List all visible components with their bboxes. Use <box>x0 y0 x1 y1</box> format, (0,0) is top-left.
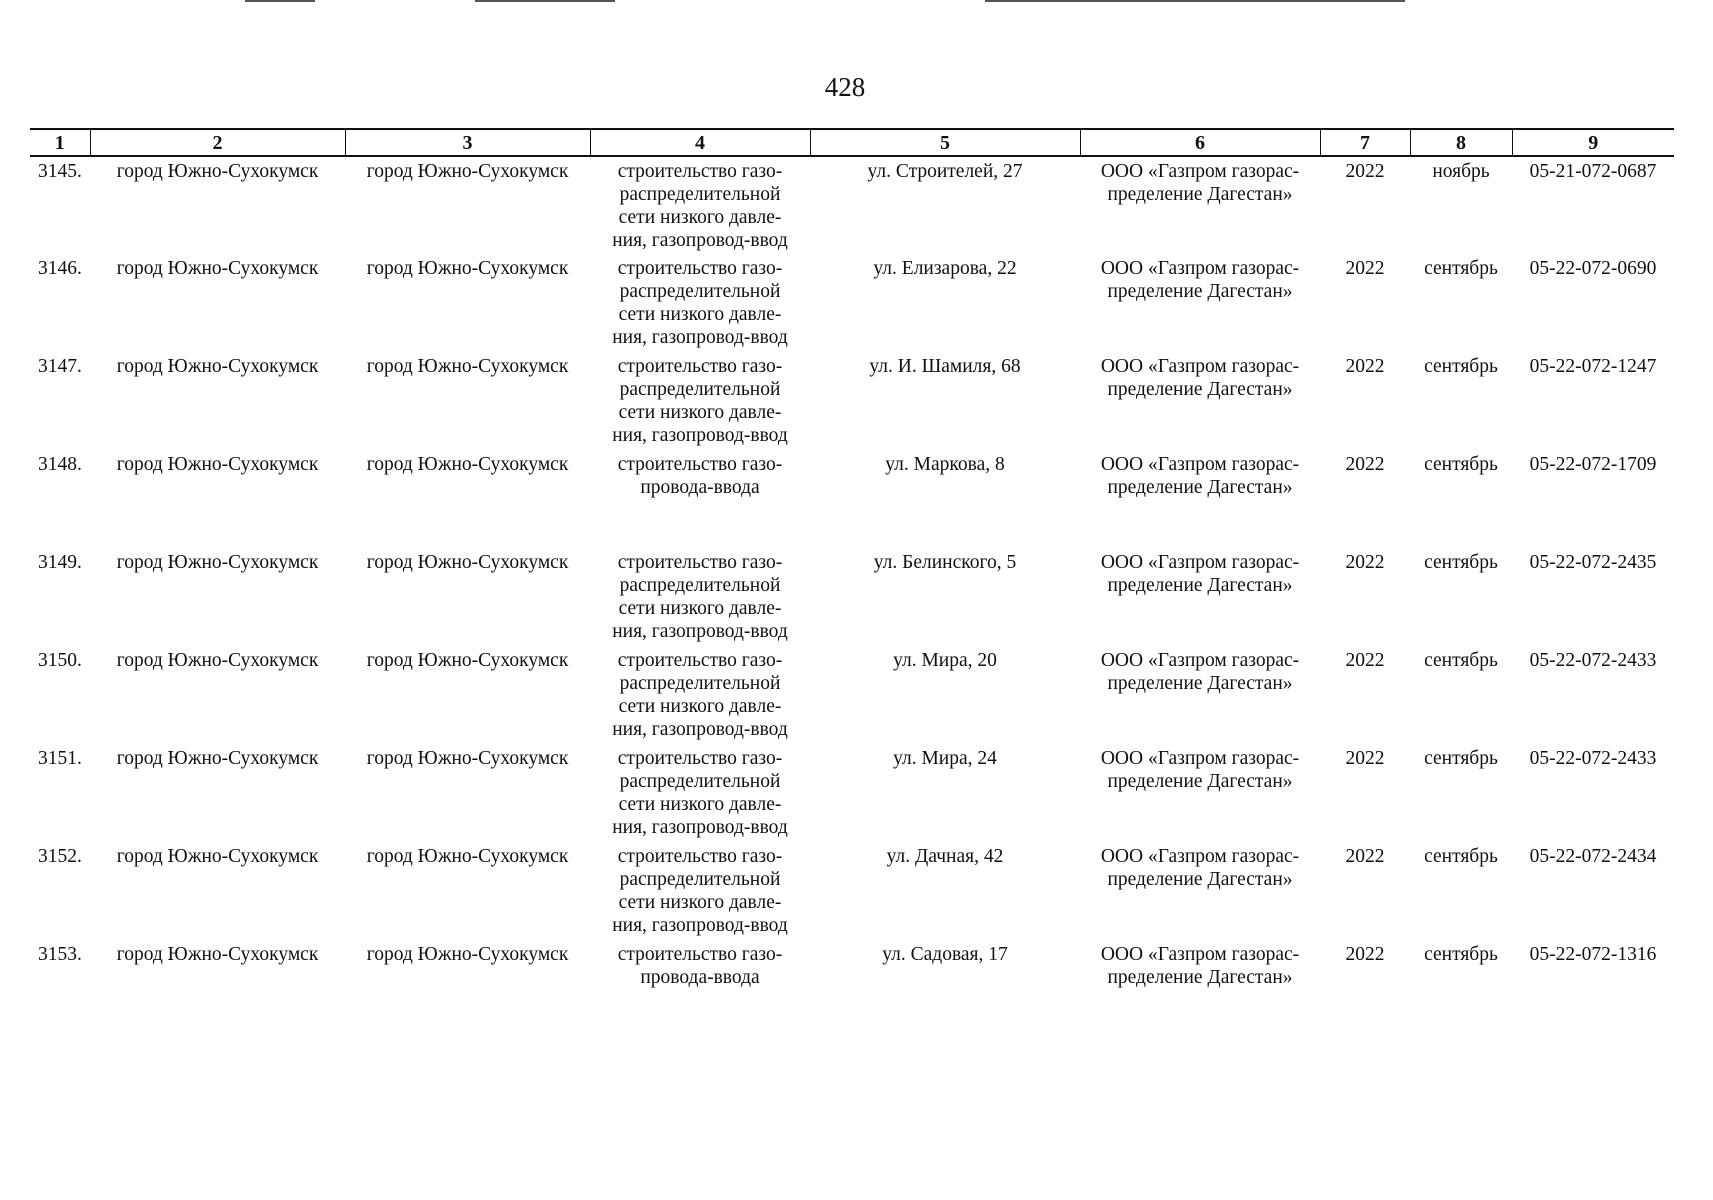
organization-cell: ООО «Газпром газорас- пределение Дагестан» <box>1100 258 1300 302</box>
work-type-cell: строительство газо- распределительной сети низкого давле- ния, газопровод-ввод <box>612 650 788 740</box>
work-type-cell: строительство газо- провода-ввода <box>617 454 783 498</box>
scan-edge-mark <box>475 0 615 2</box>
address-cell: ул. Дачная, 42 <box>886 846 1004 867</box>
month-cell: сентябрь <box>1424 650 1498 671</box>
scan-edge-mark <box>245 0 315 2</box>
municipality-cell: город Южно-Сухокумск <box>116 846 319 867</box>
month-cell: сентябрь <box>1424 356 1498 377</box>
column-header: 4 <box>590 129 810 156</box>
year-cell: 2022 <box>1345 944 1385 965</box>
organization-cell: ООО «Газпром газорас- пределение Дагестан» <box>1100 650 1300 694</box>
settlement-cell: город Южно-Сухокумск <box>366 161 569 182</box>
organization-cell: ООО «Газпром газорас- пределение Дагестан» <box>1100 454 1300 498</box>
month-cell: сентябрь <box>1424 944 1498 965</box>
code-cell: 05-22-072-2435 <box>1529 552 1657 573</box>
code-cell: 05-22-072-2433 <box>1529 748 1657 769</box>
code-cell: 05-22-072-1316 <box>1529 944 1657 965</box>
document-table <box>30 128 1674 1038</box>
year-cell: 2022 <box>1345 846 1385 867</box>
municipality-cell: город Южно-Сухокумск <box>116 356 319 377</box>
table-row <box>30 940 1674 1038</box>
row-number-cell: 3148. <box>38 454 82 475</box>
year-cell: 2022 <box>1345 552 1385 573</box>
year-cell: 2022 <box>1345 356 1385 377</box>
work-type-cell: строительство газо- распределительной сети низкого давле- ния, газопровод-ввод <box>612 552 788 642</box>
code-cell: 05-22-072-1247 <box>1529 356 1657 377</box>
column-header: 9 <box>1512 129 1674 156</box>
code-cell: 05-22-072-2434 <box>1529 846 1657 867</box>
month-cell: сентябрь <box>1424 552 1498 573</box>
month-cell: сентябрь <box>1424 258 1498 279</box>
month-cell: сентябрь <box>1424 454 1498 475</box>
month-cell: сентябрь <box>1424 748 1498 769</box>
code-cell: 05-22-072-1709 <box>1529 454 1657 475</box>
work-type-cell: строительство газо- распределительной сети низкого давле- ния, газопровод-ввод <box>612 846 788 936</box>
municipality-cell: город Южно-Сухокумск <box>116 650 319 671</box>
table-row <box>30 450 1674 548</box>
settlement-cell: город Южно-Сухокумск <box>366 454 569 475</box>
organization-cell: ООО «Газпром газорас- пределение Дагестан» <box>1100 161 1300 205</box>
municipality-cell: город Южно-Сухокумск <box>116 944 319 965</box>
year-cell: 2022 <box>1345 454 1385 475</box>
address-cell: ул. Мира, 20 <box>893 650 997 671</box>
settlement-cell: город Южно-Сухокумск <box>366 258 569 279</box>
work-type-cell: строительство газо- распределительной сети низкого давле- ния, газопровод-ввод <box>612 161 788 251</box>
settlement-cell: город Южно-Сухокумск <box>366 944 569 965</box>
row-number-cell: 3153. <box>38 944 82 965</box>
scan-edge-mark <box>985 0 1405 2</box>
address-cell: ул. Елизарова, 22 <box>873 258 1017 279</box>
page-number: 428 <box>824 72 866 102</box>
table-row <box>30 548 1674 646</box>
row-number-cell: 3152. <box>38 846 82 867</box>
year-cell: 2022 <box>1345 748 1385 769</box>
organization-cell: ООО «Газпром газорас- пределение Дагестан» <box>1100 846 1300 890</box>
header-row <box>30 129 1674 156</box>
row-number-cell: 3146. <box>38 258 82 279</box>
table-row <box>30 646 1674 744</box>
month-cell: сентябрь <box>1424 846 1498 867</box>
organization-cell: ООО «Газпром газорас- пределение Дагестан» <box>1100 944 1300 988</box>
settlement-cell: город Южно-Сухокумск <box>366 748 569 769</box>
table-row <box>30 352 1674 450</box>
work-type-cell: строительство газо- провода-ввода <box>617 944 783 988</box>
month-cell: ноябрь <box>1432 161 1490 182</box>
year-cell: 2022 <box>1345 258 1385 279</box>
organization-cell: ООО «Газпром газорас- пределение Дагестан» <box>1100 552 1300 596</box>
work-type-cell: строительство газо- распределительной сети низкого давле- ния, газопровод-ввод <box>612 258 788 348</box>
municipality-cell: город Южно-Сухокумск <box>116 748 319 769</box>
row-number-cell: 3147. <box>38 356 82 377</box>
settlement-cell: город Южно-Сухокумск <box>366 552 569 573</box>
column-header: 7 <box>1320 129 1410 156</box>
table-row <box>30 254 1674 352</box>
address-cell: ул. Садовая, 17 <box>882 944 1008 965</box>
municipality-cell: город Южно-Сухокумск <box>116 552 319 573</box>
year-cell: 2022 <box>1345 161 1385 182</box>
row-number-cell: 3151. <box>38 748 82 769</box>
address-cell: ул. И. Шамиля, 68 <box>869 356 1021 377</box>
municipality-cell: город Южно-Сухокумск <box>116 258 319 279</box>
work-type-cell: строительство газо- распределительной сети низкого давле- ния, газопровод-ввод <box>612 748 788 838</box>
table-row <box>30 156 1674 254</box>
address-cell: ул. Мира, 24 <box>893 748 997 769</box>
municipality-cell: город Южно-Сухокумск <box>116 161 319 182</box>
column-header: 2 <box>90 129 345 156</box>
column-header: 8 <box>1410 129 1512 156</box>
organization-cell: ООО «Газпром газорас- пределение Дагестан» <box>1100 748 1300 792</box>
table-row <box>30 842 1674 940</box>
work-type-cell: строительство газо- распределительной сети низкого давле- ния, газопровод-ввод <box>612 356 788 446</box>
row-number-cell: 3149. <box>38 552 82 573</box>
code-cell: 05-22-072-0690 <box>1529 258 1657 279</box>
column-header: 3 <box>345 129 590 156</box>
settlement-cell: город Южно-Сухокумск <box>366 650 569 671</box>
settlement-cell: город Южно-Сухокумск <box>366 356 569 377</box>
table-header <box>30 129 1674 156</box>
address-cell: ул. Строителей, 27 <box>867 161 1023 182</box>
column-header: 6 <box>1080 129 1320 156</box>
settlement-cell: город Южно-Сухокумск <box>366 846 569 867</box>
address-cell: ул. Маркова, 8 <box>885 454 1005 475</box>
column-header: 1 <box>54 132 65 154</box>
organization-cell: ООО «Газпром газорас- пределение Дагестан» <box>1100 356 1300 400</box>
table-row <box>30 744 1674 842</box>
row-number-cell: 3145. <box>38 161 82 182</box>
row-number-cell: 3150. <box>38 650 82 671</box>
year-cell: 2022 <box>1345 650 1385 671</box>
municipality-cell: город Южно-Сухокумск <box>116 454 319 475</box>
code-cell: 05-21-072-0687 <box>1529 161 1657 182</box>
code-cell: 05-22-072-2433 <box>1529 650 1657 671</box>
table-body <box>30 156 1674 1038</box>
address-cell: ул. Белинского, 5 <box>873 552 1017 573</box>
column-header: 5 <box>810 129 1080 156</box>
